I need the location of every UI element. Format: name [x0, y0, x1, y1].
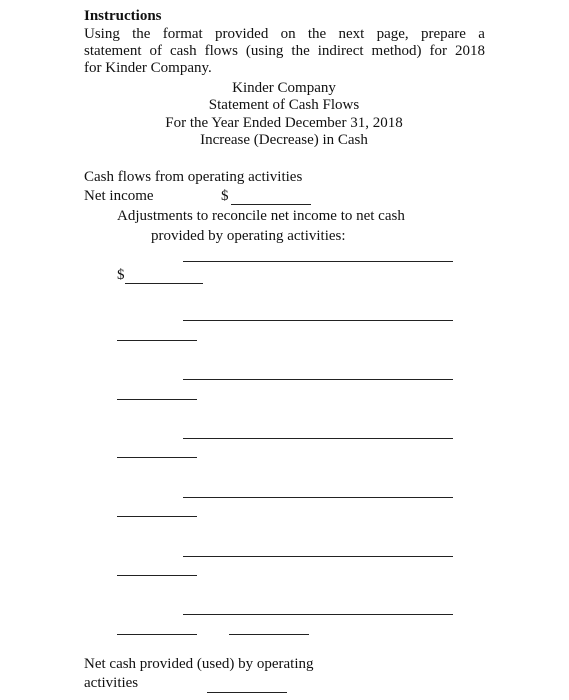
word: the: [291, 43, 310, 59]
net-cash-blank[interactable]: [207, 692, 287, 693]
word: Using: [84, 26, 120, 42]
word: flows: [204, 43, 238, 59]
net-income-label: Net income: [84, 188, 154, 204]
adjustment-description-blank[interactable]: [183, 261, 453, 262]
word: cash: [169, 43, 197, 59]
word: for: [429, 43, 448, 59]
adjustment-amount-blank[interactable]: [125, 283, 203, 284]
word: statement: [84, 43, 142, 59]
adjustment-description-blank[interactable]: [183, 379, 453, 380]
adjustment-description-blank[interactable]: [183, 614, 453, 615]
word: page,: [376, 26, 409, 42]
instructions-line-2: [84, 44, 485, 59]
word: the: [132, 26, 151, 42]
word: format: [162, 26, 203, 42]
adjustment-amount-blank[interactable]: [117, 399, 197, 400]
word: (using: [245, 43, 284, 59]
adjustment-amount-blank[interactable]: [117, 634, 197, 635]
net-income-blank[interactable]: [231, 204, 311, 205]
adjustment-amount-blank[interactable]: [117, 516, 197, 517]
word: a: [478, 26, 485, 42]
adjustments-label-cont: provided by operating activities:: [151, 228, 346, 244]
adjustment-amount-blank[interactable]: [117, 340, 197, 341]
word: next: [338, 26, 365, 42]
adjustments-total-blank[interactable]: [229, 634, 309, 635]
adjustment-description-blank[interactable]: [183, 556, 453, 557]
word: prepare: [420, 26, 466, 42]
word: method): [371, 43, 422, 59]
adjustment-description-blank[interactable]: [183, 320, 453, 321]
operating-section-label: Cash flows from operating activities: [84, 169, 303, 185]
instructions-line-3: for Kinder Company.: [84, 60, 212, 76]
adjustment-amount-blank[interactable]: [117, 575, 197, 576]
adjustments-label: Adjustments to reconcile net income to net cash: [117, 208, 405, 224]
word: the: [307, 26, 327, 42]
statement-period: For the Year Ended December 31, 2018: [165, 115, 403, 131]
word: provided: [215, 26, 269, 42]
adjustment-description-blank[interactable]: [183, 497, 453, 498]
instructions-heading: Instructions: [84, 8, 162, 24]
net-cash-label: Net cash provided (used) by operating: [84, 656, 314, 672]
instructions-line-1: [84, 27, 485, 42]
word: indirect: [317, 43, 364, 59]
word: on: [280, 26, 296, 42]
company-name: Kinder Company: [232, 80, 336, 96]
net-cash-label-cont: activities: [84, 675, 139, 691]
net-income-dollar-sign: $: [221, 188, 229, 204]
word: 2018: [455, 43, 485, 59]
statement-title: Statement of Cash Flows: [208, 97, 360, 113]
word: of: [149, 43, 162, 59]
adjustment-amount-blank[interactable]: [117, 457, 197, 458]
statement-subtitle: Increase (Decrease) in Cash: [200, 132, 368, 148]
adjustment-description-blank[interactable]: [183, 438, 453, 439]
adjustment-dollar-sign: $: [117, 267, 125, 283]
